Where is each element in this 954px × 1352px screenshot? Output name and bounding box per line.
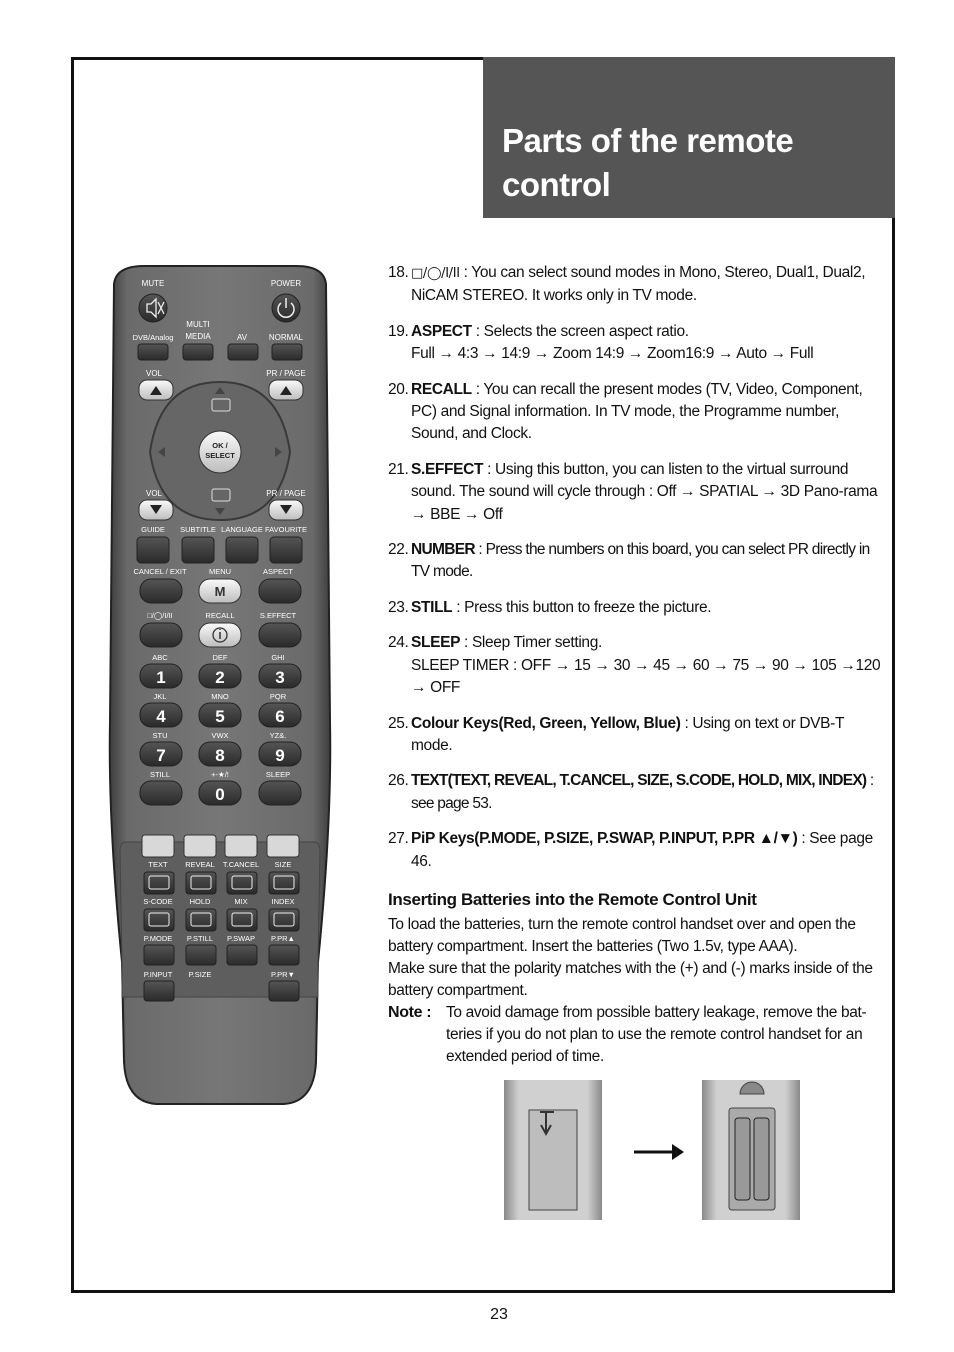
item-26 [388, 770, 884, 815]
menu-label: MENU [208, 567, 232, 576]
p-pr-down-button[interactable] [269, 981, 299, 1001]
item-number: 26. [388, 772, 409, 790]
item-27 [388, 828, 884, 873]
mute-button[interactable] [139, 294, 167, 322]
item-term: SLEEP [411, 634, 461, 652]
key-2-digit: 2 [215, 668, 225, 687]
remote-svg [104, 262, 336, 1110]
item-term: STILL [411, 598, 453, 616]
recall-label: RECALL [205, 611, 235, 620]
key-2-letters: DEF [212, 653, 228, 662]
key-6-letters: PQR [269, 692, 287, 701]
still-button[interactable] [140, 781, 182, 805]
multimedia-button[interactable] [183, 344, 213, 360]
battery-illustration [504, 1080, 800, 1222]
p-pr-down-label: P.PR▼ [271, 970, 295, 979]
key-1-letters: ABC [152, 653, 168, 662]
p-input-label: P.INPUT [143, 970, 173, 979]
still-label: STILL [149, 770, 171, 779]
normal-label: NORMAL [268, 333, 304, 342]
item-18 [388, 262, 884, 308]
item-term: ASPECT [411, 322, 472, 340]
item-text: : Press the numbers on this board, you can select PR directly in TV mode. [411, 541, 870, 581]
key-9-digit: 9 [275, 746, 285, 765]
item-text: : Using on text or DVB-T mode. [411, 714, 844, 754]
item-number: 18. [388, 264, 409, 281]
power-label: POWER [270, 279, 302, 288]
hold-label: HOLD [189, 897, 211, 906]
pr-down-label: PR / PAGE [266, 489, 306, 498]
favourite-label: FAVOURITE [265, 525, 307, 534]
text-label: TEXT [148, 860, 168, 869]
item-term: Colour Keys(Red, Green, Yellow, Blue) [411, 714, 681, 732]
item-number: 27. [388, 830, 409, 848]
multi-label: MULTI [186, 320, 210, 329]
item-term: S.EFFECT [411, 460, 484, 478]
key-0-digit: 0 [215, 785, 225, 804]
sound-mode-label: □/◯/I/II [147, 611, 173, 620]
s-code-label: S-CODE [143, 897, 173, 906]
item-number: 23. [388, 598, 409, 616]
key-8-letters: VWX [211, 731, 229, 740]
t-cancel-label: T.CANCEL [222, 860, 260, 869]
item-22 [388, 539, 884, 584]
batteries-heading: Inserting Batteries into the Remote Control Unit [388, 889, 757, 909]
key-1-digit: 1 [156, 668, 166, 687]
key-9-letters: YZ&. [269, 731, 287, 740]
guide-label: GUIDE [141, 525, 165, 534]
red-key[interactable] [142, 835, 174, 857]
battery-svg [504, 1080, 800, 1222]
sleep-label: SLEEP [265, 770, 291, 779]
page-title: Parts of the remote control [502, 122, 794, 203]
p-size-label: P.SIZE [188, 970, 212, 979]
dvb-analog-button[interactable] [138, 344, 168, 360]
item-25 [388, 713, 884, 758]
key-5-letters: MNO [211, 692, 229, 701]
key-7-digit: 7 [156, 746, 166, 765]
dvb-analog-label: DVB/Analog [132, 333, 174, 342]
aspect-label: ASPECT [262, 567, 294, 576]
menu-m-label: M [214, 584, 226, 599]
item-number: 21. [388, 460, 409, 478]
p-mode-label: P.MODE [143, 934, 173, 943]
item-text: : Sleep Timer setting. [460, 634, 602, 652]
pr-up-label: PR / PAGE [266, 369, 306, 378]
note-label: Note : [388, 1004, 432, 1022]
item-23 [388, 597, 884, 619]
blue-key[interactable] [267, 835, 299, 857]
item-term: PiP Keys(P.MODE, P.SIZE, P.SWAP, P.INPUT, P.PR ▲/▼) [411, 830, 798, 848]
sleep-button[interactable] [259, 781, 301, 805]
ok-label: OK / [212, 441, 228, 450]
key-5-digit: 5 [215, 707, 225, 726]
key-3-letters: GHI [271, 653, 285, 662]
subtitle-label: SUBTITLE [180, 525, 216, 534]
item-term: TEXT(TEXT, REVEAL, T.CANCEL, SIZE, S.CODE, HOLD, MIX, INDEX) [411, 772, 867, 790]
item-20 [388, 379, 884, 446]
size-label: SIZE [274, 860, 292, 869]
item-text: : See page 46. [411, 830, 873, 870]
item-list [388, 262, 884, 1068]
p-still-button[interactable] [186, 945, 216, 965]
item-21 [388, 459, 884, 526]
title-banner [483, 57, 895, 218]
p-pr-up-button[interactable] [269, 945, 299, 965]
arrow-head-icon [672, 1144, 684, 1160]
item-text-line2: SLEEP TIMER : OFF → 15 → 30 → 45 → 60 → 75 → 90 → 105 →120 → OFF [411, 656, 881, 697]
guide-button[interactable] [137, 537, 169, 563]
item-term: RECALL [411, 380, 472, 398]
p-input-button[interactable] [144, 981, 174, 1001]
s-effect-label: S.EFFECT [259, 611, 297, 620]
sound-mode-button[interactable] [140, 623, 182, 647]
s-effect-button[interactable] [259, 623, 301, 647]
favourite-button[interactable] [270, 537, 302, 563]
battery-cover [529, 1110, 577, 1210]
cancel-exit-label: CANCEL / EXIT [133, 567, 187, 576]
key-4-digit: 4 [156, 707, 166, 726]
aspect-button[interactable] [259, 579, 301, 603]
page-number: 23 [490, 1306, 508, 1323]
item-19 [388, 321, 884, 366]
vol-up-label: VOL [145, 369, 163, 378]
normal-button[interactable] [272, 344, 302, 360]
sound-mode-symbol: □/◯/I/II [411, 266, 460, 281]
remote-control-illustration [104, 262, 336, 1110]
green-key[interactable] [184, 835, 216, 857]
note-text: To avoid damage from possible battery leakage, remove the bat-teries if you do not plan to use the remote control handset for an extended period of time. [446, 1004, 867, 1066]
key-6-digit: 6 [275, 707, 285, 726]
item-text: : You can recall the present modes (TV, Video, Component, PC) and Signal information. In TV mode, the Programme number, Sound, and Clock. [411, 380, 863, 443]
battery-1 [735, 1118, 750, 1200]
item-text: : Using this button, you can listen to the virtual surround sound. The sound will cycle through : Off → SPATIAL → 3D Pano-rama → BBE → Off [411, 460, 878, 523]
mix-label: MIX [234, 897, 248, 906]
note [388, 1002, 884, 1068]
batteries-paragraph-2: Make sure that the polarity matches with the (+) and (-) marks inside of the battery compartment. [388, 960, 873, 1000]
mute-label: MUTE [141, 279, 165, 288]
subtitle-button[interactable] [182, 537, 214, 563]
index-label: INDEX [271, 897, 295, 906]
yellow-key[interactable] [225, 835, 257, 857]
av-button[interactable] [228, 344, 258, 360]
vol-down-label: VOL [145, 489, 163, 498]
p-mode-button[interactable] [144, 945, 174, 965]
p-swap-label: P.SWAP [227, 934, 255, 943]
item-text: : Press this button to freeze the picture. [452, 598, 712, 616]
item-number: 24. [388, 634, 409, 652]
reveal-label: REVEAL [185, 860, 215, 869]
key-3-digit: 3 [275, 668, 285, 687]
item-text-line2: Full → 4:3 → 14:9 → Zoom 14:9 → Zoom16:9 → Auto → Full [411, 345, 814, 363]
p-swap-button[interactable] [227, 945, 257, 965]
battery-2 [754, 1118, 769, 1200]
language-button[interactable] [226, 537, 258, 563]
key-8-digit: 8 [215, 746, 225, 765]
key-4-letters: JKL [153, 692, 167, 701]
select-label: SELECT [205, 451, 235, 460]
item-24 [388, 632, 884, 699]
cancel-exit-button[interactable] [140, 579, 182, 603]
item-number: 20. [388, 380, 409, 398]
key-7-letters: STU [152, 731, 168, 740]
media-label: MEDIA [185, 332, 211, 341]
av-label: AV [236, 333, 248, 342]
p-pr-up-label: P.PR▲ [271, 934, 295, 943]
item-number: 22. [388, 541, 409, 559]
item-term: NUMBER [411, 541, 475, 559]
symbols-label: +-★/! [211, 770, 229, 779]
item-text: : see page 53. [411, 772, 874, 812]
language-label: LANGUAGE [221, 525, 263, 534]
item-text: : You can select sound modes in Mono, Stereo, Dual1, Dual2, NiCAM STEREO. It works only in TV mode. [411, 264, 866, 305]
item-number: 19. [388, 322, 409, 340]
p-still-label: P.STILL [186, 934, 214, 943]
item-text: : Selects the screen aspect ratio. [471, 322, 689, 340]
batteries-paragraph-1: To load the batteries, turn the remote control handset over and open the battery compartment. Insert the batteries (Two 1.5v, type AAA). [388, 916, 856, 956]
item-number: 25. [388, 714, 409, 732]
